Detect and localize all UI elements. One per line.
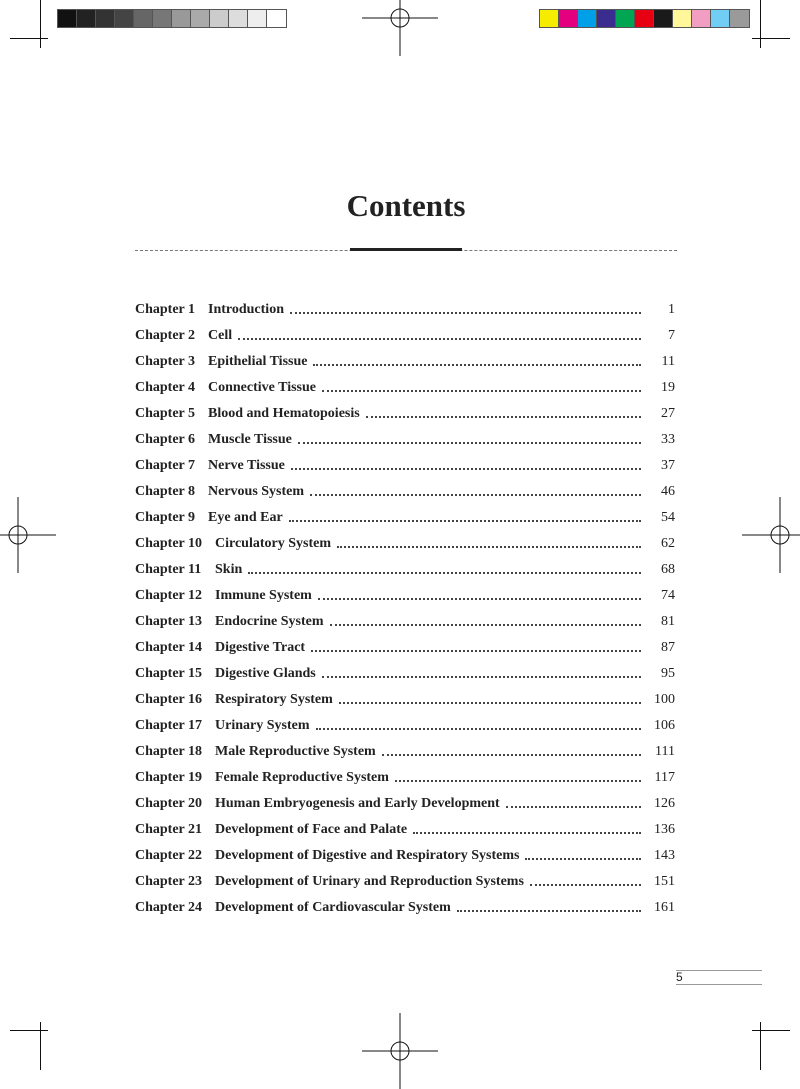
toc-dot-leader	[318, 598, 641, 600]
toc-chapter-number: Chapter 22	[135, 848, 203, 863]
toc-dot-leader	[525, 858, 641, 860]
toc-entry[interactable]	[135, 349, 675, 375]
toc-chapter-title: Female Reproductive System	[215, 770, 389, 785]
toc-entry[interactable]	[135, 479, 675, 505]
toc-dot-leader	[506, 806, 641, 808]
toc-chapter-title: Circulatory System	[215, 536, 331, 551]
calibration-swatch	[635, 10, 654, 27]
toc-dot-leader	[322, 676, 641, 678]
toc-page-number: 143	[654, 848, 675, 863]
toc-page-number: 27	[661, 406, 675, 421]
toc-chapter-title: Nerve Tissue	[208, 458, 285, 473]
toc-chapter-title: Development of Urinary and Reproduction Systems	[215, 874, 524, 889]
toc-page-number: 19	[661, 380, 675, 395]
toc-dot-leader	[289, 520, 641, 522]
toc-chapter-title: Development of Digestive and Respiratory Systems	[215, 848, 520, 863]
toc-dot-leader	[366, 416, 641, 418]
toc-dot-leader	[382, 754, 641, 756]
toc-page-number: 151	[654, 874, 675, 889]
crop-mark	[760, 0, 761, 48]
toc-dot-leader	[395, 780, 641, 782]
toc-dot-leader	[339, 702, 641, 704]
toc-page-number: 33	[661, 432, 675, 447]
calibration-swatch	[597, 10, 616, 27]
toc-entry[interactable]	[135, 557, 675, 583]
toc-chapter-title: Eye and Ear	[208, 510, 283, 525]
toc-page-number: 136	[654, 822, 675, 837]
toc-chapter-number: Chapter 1	[135, 302, 196, 317]
toc-page-number: 100	[654, 692, 675, 707]
crop-mark	[10, 1030, 48, 1031]
toc-chapter-title: Urinary System	[215, 718, 310, 733]
toc-chapter-title: Immune System	[215, 588, 312, 603]
calibration-swatch	[134, 10, 153, 27]
calibration-swatch	[540, 10, 559, 27]
toc-dot-leader	[248, 572, 641, 574]
toc-chapter-title: Connective Tissue	[208, 380, 316, 395]
crop-mark	[752, 38, 790, 39]
toc-entry[interactable]	[135, 791, 675, 817]
toc-chapter-title: Respiratory System	[215, 692, 333, 707]
toc-page-number: 62	[661, 536, 675, 551]
toc-page-number: 161	[654, 900, 675, 915]
calibration-swatch	[172, 10, 191, 27]
toc-chapter-number: Chapter 8	[135, 484, 196, 499]
toc-chapter-title: Epithelial Tissue	[208, 354, 308, 369]
toc-chapter-number: Chapter 2	[135, 328, 196, 343]
toc-page-number: 87	[661, 640, 675, 655]
toc-dot-leader	[530, 884, 641, 886]
toc-chapter-number: Chapter 3	[135, 354, 196, 369]
toc-chapter-number: Chapter 4	[135, 380, 196, 395]
toc-entry[interactable]	[135, 713, 675, 739]
toc-chapter-title: Development of Cardiovascular System	[215, 900, 451, 915]
toc-entry[interactable]	[135, 895, 675, 921]
toc-chapter-title: Digestive Glands	[215, 666, 316, 681]
toc-chapter-number: Chapter 10	[135, 536, 203, 551]
toc-chapter-number: Chapter 19	[135, 770, 203, 785]
registration-mark-top	[362, 0, 438, 56]
toc-page-number: 54	[661, 510, 675, 525]
toc-dot-leader	[316, 728, 642, 730]
calibration-swatch	[578, 10, 597, 27]
toc-page-number: 68	[661, 562, 675, 577]
toc-dot-leader	[313, 364, 641, 366]
registration-mark-bottom	[362, 1013, 438, 1089]
toc-dot-leader	[413, 832, 641, 834]
toc-chapter-number: Chapter 18	[135, 744, 203, 759]
toc-chapter-number: Chapter 13	[135, 614, 203, 629]
toc-entry[interactable]	[135, 505, 675, 531]
toc-chapter-number: Chapter 11	[135, 562, 202, 577]
toc-chapter-number: Chapter 5	[135, 406, 196, 421]
toc-page-number: 106	[654, 718, 675, 733]
toc-entry[interactable]	[135, 765, 675, 791]
toc-chapter-title: Introduction	[208, 302, 284, 317]
toc-chapter-number: Chapter 21	[135, 822, 203, 837]
toc-entry[interactable]	[135, 297, 675, 323]
toc-page-number: 1	[668, 302, 675, 317]
crop-mark	[40, 0, 41, 48]
toc-page-number: 111	[655, 744, 675, 759]
toc-entry[interactable]	[135, 609, 675, 635]
toc-dot-leader	[311, 650, 641, 652]
toc-dot-leader	[310, 494, 641, 496]
toc-chapter-title: Cell	[208, 328, 233, 343]
calibration-swatch	[191, 10, 210, 27]
calibration-swatch	[229, 10, 248, 27]
toc-page-number: 117	[654, 770, 675, 785]
toc-entry[interactable]	[135, 375, 675, 401]
calibration-swatch	[730, 10, 749, 27]
crop-mark	[760, 1022, 761, 1070]
toc-dot-leader	[238, 338, 641, 340]
calibration-swatch	[153, 10, 172, 27]
calibration-swatch	[559, 10, 578, 27]
toc-page-number: 95	[661, 666, 675, 681]
toc-entry[interactable]	[135, 427, 675, 453]
calibration-swatch	[711, 10, 730, 27]
toc-chapter-number: Chapter 17	[135, 718, 203, 733]
toc-dot-leader	[457, 910, 641, 912]
calibration-swatch	[616, 10, 635, 27]
toc-entry[interactable]	[135, 453, 675, 479]
toc-chapter-title: Development of Face and Palate	[215, 822, 408, 837]
toc-chapter-number: Chapter 9	[135, 510, 196, 525]
registration-mark-left	[0, 497, 56, 573]
crop-mark	[752, 1030, 790, 1031]
toc-page-number: 37	[661, 458, 675, 473]
toc-chapter-number: Chapter 12	[135, 588, 203, 603]
toc-entry[interactable]	[135, 687, 675, 713]
calibration-swatch	[692, 10, 711, 27]
toc-chapter-number: Chapter 15	[135, 666, 203, 681]
toc-chapter-title: Blood and Hematopoiesis	[208, 406, 360, 421]
toc-dot-leader	[298, 442, 641, 444]
page-title: Contents	[346, 188, 466, 223]
toc-dot-leader	[330, 624, 642, 626]
grayscale-calibration-strip	[57, 9, 287, 28]
calibration-swatch	[115, 10, 134, 27]
toc-page-number: 46	[661, 484, 675, 499]
toc-entry[interactable]	[135, 401, 675, 427]
toc-chapter-number: Chapter 23	[135, 874, 203, 889]
calibration-swatch	[58, 10, 77, 27]
toc-page-number: 126	[654, 796, 675, 811]
calibration-swatch	[77, 10, 96, 27]
crop-mark	[10, 38, 48, 39]
toc-entry[interactable]	[135, 739, 675, 765]
toc-entry[interactable]	[135, 661, 675, 687]
toc-chapter-number: Chapter 20	[135, 796, 203, 811]
toc-chapter-title: Male Reproductive System	[215, 744, 376, 759]
toc-chapter-number: Chapter 24	[135, 900, 203, 915]
color-calibration-strip	[539, 9, 750, 28]
toc-chapter-number: Chapter 7	[135, 458, 196, 473]
toc-chapter-title: Human Embryogenesis and Early Development	[215, 796, 500, 811]
calibration-swatch	[96, 10, 115, 27]
calibration-swatch	[210, 10, 229, 27]
title-solid-rule	[350, 248, 462, 251]
calibration-swatch	[248, 10, 267, 27]
toc-entry[interactable]	[135, 531, 675, 557]
toc-page-number: 74	[661, 588, 675, 603]
toc-entry[interactable]	[135, 843, 675, 869]
toc-page-number: 7	[668, 328, 675, 343]
toc-dot-leader	[337, 546, 641, 548]
toc-dot-leader	[290, 312, 641, 314]
calibration-swatch	[673, 10, 692, 27]
toc-entry[interactable]	[135, 635, 675, 661]
toc-entry[interactable]	[135, 323, 675, 349]
toc-page-number: 11	[661, 354, 675, 369]
toc-chapter-number: Chapter 16	[135, 692, 203, 707]
toc-page-number: 81	[661, 614, 675, 629]
registration-mark-right	[742, 497, 800, 573]
calibration-swatch	[267, 10, 286, 27]
toc-chapter-title: Digestive Tract	[215, 640, 306, 655]
page-number: 5	[676, 970, 762, 985]
toc-entry[interactable]	[135, 583, 675, 609]
toc-dot-leader	[291, 468, 641, 470]
crop-mark	[40, 1022, 41, 1070]
toc-chapter-title: Skin	[215, 562, 243, 577]
toc-chapter-title: Endocrine System	[215, 614, 324, 629]
table-of-contents	[135, 297, 675, 921]
toc-dot-leader	[322, 390, 641, 392]
calibration-swatch	[654, 10, 673, 27]
toc-entry[interactable]	[135, 817, 675, 843]
toc-chapter-number: Chapter 6	[135, 432, 196, 447]
toc-entry[interactable]	[135, 869, 675, 895]
toc-chapter-title: Muscle Tissue	[208, 432, 292, 447]
toc-chapter-title: Nervous System	[208, 484, 305, 499]
toc-chapter-number: Chapter 14	[135, 640, 203, 655]
